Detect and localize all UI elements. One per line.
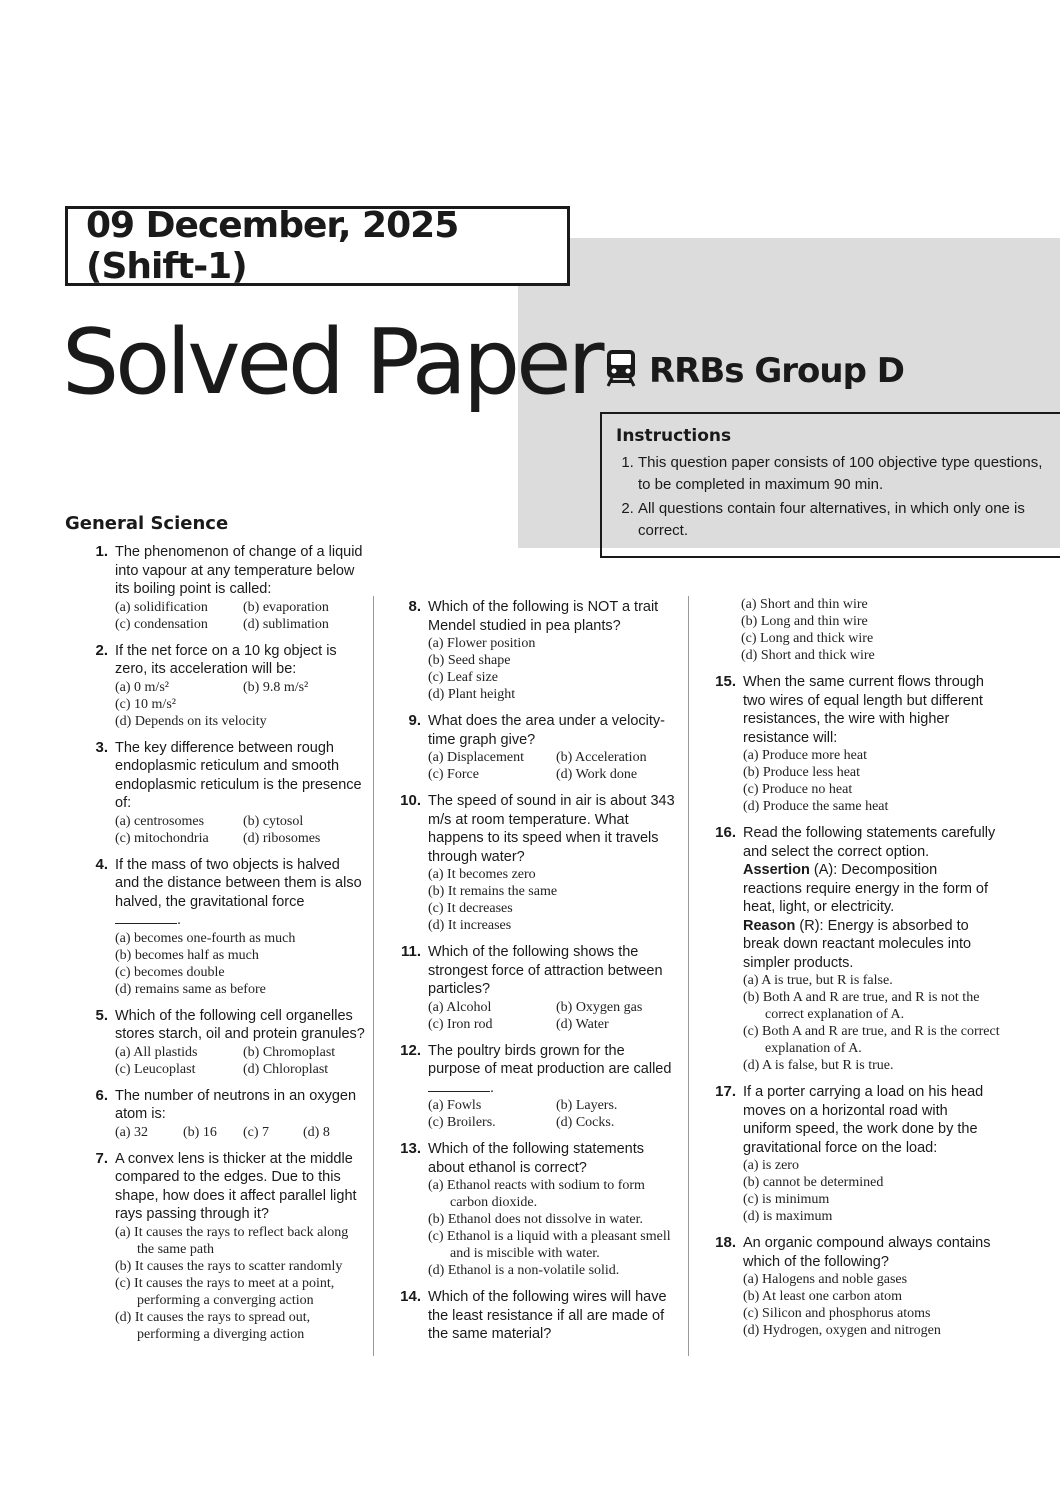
option: (b) 16	[183, 1124, 217, 1140]
option: (c) It causes the rays to meet at a point, performing a converging action	[115, 1275, 335, 1308]
options	[115, 813, 367, 847]
question	[710, 1234, 1000, 1339]
question-text: If the net force on a 10 kg object is zero, its acceleration will be:	[115, 642, 337, 677]
option: (d) is maximum	[743, 1209, 833, 1224]
option: (c) Both A and R are true, and R is the correct explanation of A.	[743, 1024, 1000, 1056]
assertion-label: Assertion	[743, 862, 810, 878]
option: (c) is minimum	[743, 1192, 830, 1207]
question-text: A convex lens is thicker at the middle compared to the edges. Due to this shape, how does it affect parallel light rays passing through it?	[115, 1150, 357, 1222]
option: (d) Hydrogen, oxygen and nitrogen	[743, 1323, 941, 1338]
question	[395, 598, 680, 703]
option: (a) Flower position	[428, 636, 536, 651]
options	[428, 999, 680, 1033]
options	[743, 1157, 1000, 1225]
question	[395, 792, 680, 934]
question-number: 5.	[95, 1006, 108, 1024]
option: (d) sublimation	[243, 616, 329, 632]
column-divider	[373, 596, 374, 1356]
option: (a) Fowls	[428, 1098, 482, 1113]
option: (a) Ethanol reacts with sodium to form carbon dioxide.	[428, 1178, 645, 1210]
option: (d) 8	[303, 1124, 330, 1140]
option: (c) becomes double	[115, 964, 225, 980]
options	[115, 930, 367, 998]
question	[710, 673, 1000, 815]
question-body: The poultry birds grown for the purpose of meat production are called .	[428, 1042, 672, 1096]
option: (a) It becomes zero	[428, 867, 536, 882]
option: (b) Long and thin wire	[741, 614, 868, 629]
option: (b) Acceleration	[556, 750, 647, 765]
question-number: 7.	[95, 1149, 108, 1167]
column-1	[82, 543, 367, 1352]
question-number: 11.	[400, 943, 421, 960]
question-number: 6.	[95, 1086, 108, 1104]
instruction-item: 1. This question paper consists of 100 objective type questions, to be completed in maximum 90 min.	[638, 452, 1046, 496]
options	[115, 1124, 367, 1141]
answer-blank	[115, 911, 177, 924]
option: (b) Seed shape	[428, 653, 511, 668]
options	[428, 749, 680, 783]
option: (d) Depends on its velocity	[115, 713, 267, 729]
option: (a) Displacement	[428, 750, 525, 765]
option: (a) Short and thin wire	[741, 597, 868, 612]
question-text: The phenomenon of change of a liquid into vapour at any temperature below its boiling point is called:	[115, 544, 363, 597]
option: (b) evaporation	[243, 599, 329, 615]
question-number: 15.	[715, 673, 736, 690]
option: (d) Water	[556, 1016, 609, 1032]
options	[428, 1097, 680, 1131]
question-text: An organic compound always contains which of the following?	[743, 1235, 991, 1270]
question-number: 9.	[408, 712, 421, 729]
option: (c) It decreases	[428, 901, 513, 916]
option: (b) It remains the same	[428, 884, 558, 899]
option: (c) 10 m/s²	[115, 696, 176, 712]
options	[428, 635, 680, 703]
question	[710, 824, 1000, 1074]
option: (b) cytosol	[243, 813, 304, 829]
option: (d) Chloroplast	[243, 1061, 329, 1077]
reason-label: Reason	[743, 917, 796, 934]
section-title: General Science	[65, 513, 229, 534]
column-divider	[688, 596, 689, 1356]
option: (b) Ethanol does not dissolve in water.	[428, 1212, 644, 1227]
question-body: If the mass of two objects is halved and the distance between them is also halved, the gravitational force .	[115, 856, 362, 928]
option: (a) 32	[115, 1124, 149, 1140]
column-3	[710, 596, 1000, 1348]
option: (b) Both A and R are true, and R is not the correct explanation of A.	[743, 990, 980, 1022]
options	[743, 972, 1000, 1074]
option: (b) Oxygen gas	[556, 999, 643, 1015]
options	[115, 696, 367, 730]
question	[395, 1042, 680, 1132]
question-body	[743, 824, 1000, 972]
question	[82, 1150, 367, 1343]
question-text: If a porter carrying a load on his head moves on a horizontal road with uniform speed, the work done by the gravitational force on the load:	[743, 1084, 984, 1156]
option: (a) 0 m/s²	[115, 679, 169, 695]
question-number: 1.	[95, 543, 108, 560]
option: (b) At least one carbon atom	[743, 1289, 903, 1304]
options	[428, 866, 680, 934]
question-number: 14.	[400, 1288, 421, 1305]
question	[395, 1288, 680, 1344]
option: (c) 7	[243, 1124, 270, 1140]
option: (c) Ethanol is a liquid with a pleasant smell and is miscible with water.	[428, 1229, 671, 1261]
option: (c) Silicon and phosphorus atoms	[743, 1306, 931, 1321]
option: (d) It causes the rays to spread out, performing a diverging action	[115, 1309, 311, 1342]
reason-text: (R): Energy is absorbed to break down reactant molecules into simpler products.	[743, 917, 972, 971]
question	[395, 943, 680, 1033]
exam-tag	[603, 348, 904, 393]
option: (c) Iron rod	[428, 1016, 493, 1032]
question-text: Read the following statements carefully and select the correct option.	[743, 825, 996, 860]
options	[115, 1224, 367, 1343]
question-number: 12.	[400, 1041, 421, 1059]
question	[710, 1083, 1000, 1225]
question-text: When the same current flows through two wires of equal length but different resistances, the wire with higher resistance will:	[743, 674, 984, 746]
options	[743, 1271, 1000, 1339]
question-text: Which of the following wires will have the least resistance if all are made of the same material?	[428, 1289, 667, 1342]
option: (a) centrosomes	[115, 813, 205, 829]
options	[428, 1177, 680, 1279]
option: (a) becomes one-fourth as much	[115, 930, 296, 946]
question-text: The speed of sound in air is about 343 m/s at room temperature. What happens to its speed when it travels through water?	[428, 793, 675, 865]
question-number: 16.	[715, 824, 736, 841]
question-text: Which of the following shows the strongest force of attraction between particles?	[428, 944, 663, 997]
option: (b) Produce less heat	[743, 765, 861, 780]
option: (a) All plastids	[115, 1044, 198, 1060]
instructions-title: Instructions	[616, 426, 732, 446]
question-text: The key difference between rough endoplasmic reticulum and smooth endoplasmic reticulum is the presence of:	[115, 739, 362, 811]
option: (b) Layers.	[556, 1098, 618, 1113]
option: (b) It causes the rays to scatter randomly	[115, 1258, 343, 1274]
options	[115, 679, 367, 696]
instructions-list	[616, 452, 1046, 542]
option: (b) 9.8 m/s²	[243, 679, 309, 695]
option: (a) is zero	[743, 1158, 799, 1173]
option: (c) condensation	[115, 616, 208, 632]
question-number: 3.	[95, 738, 108, 756]
option: (d) It increases	[428, 918, 512, 933]
question	[82, 543, 367, 633]
question-number: 8.	[408, 598, 421, 615]
options	[115, 599, 367, 633]
option: (d) Plant height	[428, 687, 516, 702]
option: (a) Produce more heat	[743, 748, 867, 763]
page-title: Solved Paper	[62, 310, 601, 415]
question-text: The number of neutrons in an oxygen atom is:	[115, 1087, 357, 1122]
option: (d) remains same as before	[115, 981, 266, 997]
option: (a) Alcohol	[428, 999, 492, 1015]
question	[82, 1087, 367, 1141]
question	[82, 739, 367, 847]
option: (d) Produce the same heat	[743, 799, 889, 814]
date-shift-text: 09 December, 2025 (Shift-1)	[86, 205, 459, 287]
question	[82, 642, 367, 730]
question	[395, 712, 680, 783]
option: (d) Short and thick wire	[741, 648, 875, 663]
options	[741, 596, 1000, 664]
option: (a) Halogens and noble gases	[743, 1272, 908, 1287]
question-number: 2.	[95, 641, 108, 659]
question-number: 13.	[400, 1140, 421, 1157]
question-number: 18.	[715, 1234, 736, 1251]
column-2	[395, 598, 680, 1353]
option: (d) Work done	[556, 767, 638, 782]
option: (c) Broilers.	[428, 1115, 496, 1130]
question	[82, 1007, 367, 1078]
question-number: 17.	[715, 1083, 736, 1100]
question-text: If the mass of two objects is halved and the distance between them is also halved, the gravitational force	[115, 856, 362, 910]
option: (c) Leucoplast	[115, 1061, 196, 1077]
question-text: Which of the following statements about ethanol is correct?	[428, 1141, 644, 1176]
instructions-box	[600, 412, 1060, 558]
question	[82, 856, 367, 998]
option: (d) Ethanol is a non-volatile solid.	[428, 1263, 620, 1278]
options	[743, 747, 1000, 815]
option: (d) ribosomes	[243, 830, 321, 846]
question-number: 4.	[95, 855, 108, 873]
option: (a) A is true, but R is false.	[743, 973, 893, 988]
question-text: What does the area under a velocity-time graph give?	[428, 713, 665, 748]
question-number: 10.	[400, 792, 421, 809]
option: (a) It causes the rays to reflect back along the same path	[115, 1224, 349, 1257]
option: (c) Force	[428, 767, 479, 782]
date-shift-box	[65, 206, 570, 286]
option: (d) A is false, but R is true.	[743, 1058, 894, 1073]
question	[395, 1140, 680, 1279]
train-icon	[603, 348, 639, 393]
option: (a) solidification	[115, 599, 208, 615]
question-text: Which of the following is NOT a trait Mendel studied in pea plants?	[428, 599, 659, 634]
options	[115, 1044, 367, 1078]
option: (b) Chromoplast	[243, 1044, 336, 1060]
question-text: Which of the following cell organelles stores starch, oil and protein granules?	[115, 1007, 365, 1042]
option: (c) Long and thick wire	[741, 631, 874, 646]
option: (c) Produce no heat	[743, 782, 853, 797]
question-text: The poultry birds grown for the purpose of meat production are called	[428, 1042, 672, 1077]
question-continued	[710, 596, 1000, 664]
answer-blank	[428, 1079, 490, 1092]
option: (c) mitochondria	[115, 830, 209, 846]
assertion-text: (A): Decomposition reactions require energy in the form of heat, light, or electricity.	[743, 862, 989, 915]
option: (c) Leaf size	[428, 670, 498, 685]
option: (b) becomes half as much	[115, 947, 259, 963]
instruction-item: 2. All questions contain four alternatives, in which only one is correct.	[638, 498, 1046, 542]
option: (b) cannot be determined	[743, 1175, 884, 1190]
option: (d) Cocks.	[556, 1115, 615, 1130]
exam-name: RRBs Group D	[649, 350, 904, 391]
